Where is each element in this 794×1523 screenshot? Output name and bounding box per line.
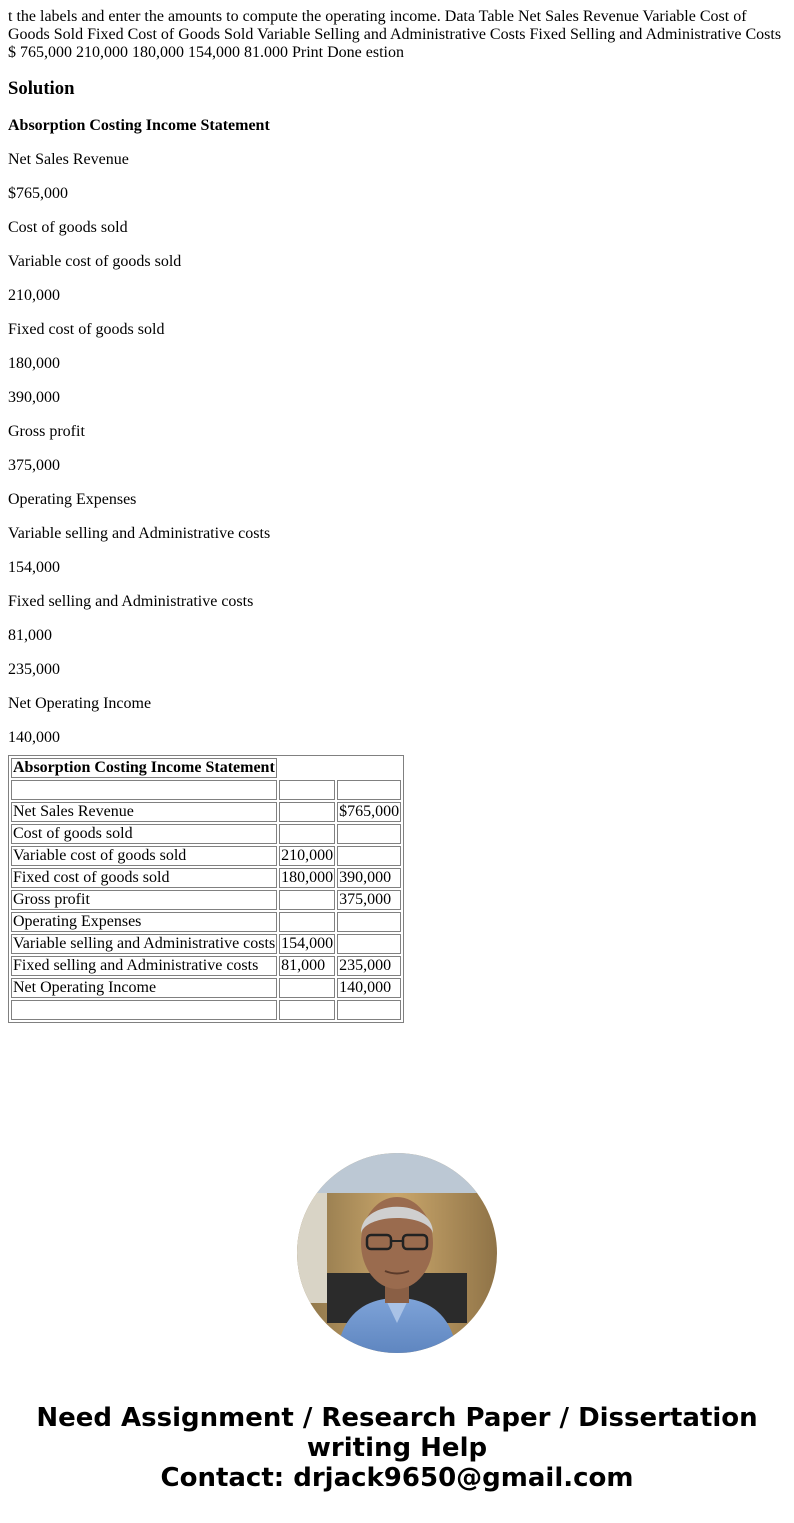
row-total [337,934,401,954]
row-total: 375,000 [337,890,401,910]
solution-line: Operating Expenses [8,491,137,508]
solution-line: Gross profit [8,423,85,440]
question-text: t the labels and enter the amounts to compute the operating income. Data Table Net Sales Revenue Variable Cost of Goods Sold Fixed Cost of Goods Sold Variable Selling and Administrative Costs Fixed Selling and Administrative Costs $ 765,000 210,000 180,000 154,000 81.000 Print Done estion [8,8,782,61]
row-total: 235,000 [337,956,401,976]
table-title: Absorption Costing Income Statement [11,758,277,778]
promo-contact[interactable]: Contact: drjack9650@gmail.com [160,1463,634,1493]
solution-line: Cost of goods sold [8,219,128,236]
solution-line: 140,000 [8,729,60,746]
table-row [11,978,401,998]
solution-line: Variable selling and Administrative costs [8,525,271,542]
promo-line-1: Need Assignment / Research Paper / Dissertation [36,1403,758,1433]
table-row [11,890,401,910]
row-amount [279,802,335,822]
solution-line: 180,000 [8,355,60,372]
row-amount: 210,000 [281,847,334,864]
table-row [11,802,401,822]
row-label: Variable cost of goods sold [11,846,277,866]
solution-line: Net Sales Revenue [8,151,129,168]
author-photo-icon [297,1153,497,1353]
row-amount: 154,000 [281,935,334,952]
row-amount: 180,000 [281,869,334,886]
row-label: Fixed selling and Administrative costs [11,956,277,976]
table-row [11,868,401,888]
solution-lines [8,117,786,747]
row-amount [279,978,335,998]
table-row [11,846,401,866]
row-total: 140,000 [337,978,401,998]
row-label: Net Sales Revenue [11,802,277,822]
row-label: Variable selling and Administrative costs [13,935,276,952]
author-avatar [297,1153,497,1353]
solution-line: 154,000 [8,559,60,576]
row-label: Operating Expenses [11,912,277,932]
solution-line: 210,000 [8,287,60,304]
row-amount [279,890,335,910]
solution-line: 235,000 [8,661,60,678]
solution-line: $765,000 [8,185,68,202]
row-label: Net Operating Income [11,978,277,998]
income-statement-table [8,755,404,1023]
row-total: $765,000 [339,803,400,820]
row-total [337,912,401,932]
row-total: 390,000 [337,868,401,888]
solution-line: Fixed selling and Administrative costs [8,593,254,610]
row-label: Fixed cost of goods sold [11,868,277,888]
row-amount: 81,000 [279,956,335,976]
solution-line: Net Operating Income [8,695,152,712]
statement-title: Absorption Costing Income Statement [8,117,270,134]
solution-line: Variable cost of goods sold [8,253,182,270]
promo-line-2: writing Help [306,1433,488,1463]
row-total [337,824,401,844]
table-row [11,824,401,844]
row-total [337,846,401,866]
table-title-row [11,758,401,778]
solution-line: 390,000 [8,389,60,406]
table-row [11,956,401,976]
solution-heading: Solution [8,78,75,99]
row-amount [279,912,335,932]
table-row [11,912,401,932]
promo-banner [0,1403,794,1493]
row-amount [279,824,335,844]
table-row [11,934,401,954]
solution-line: 375,000 [8,457,60,474]
row-label: Cost of goods sold [11,824,277,844]
solution-line: Fixed cost of goods sold [8,321,165,338]
row-label: Gross profit [11,890,277,910]
solution-line: 81,000 [8,627,52,644]
